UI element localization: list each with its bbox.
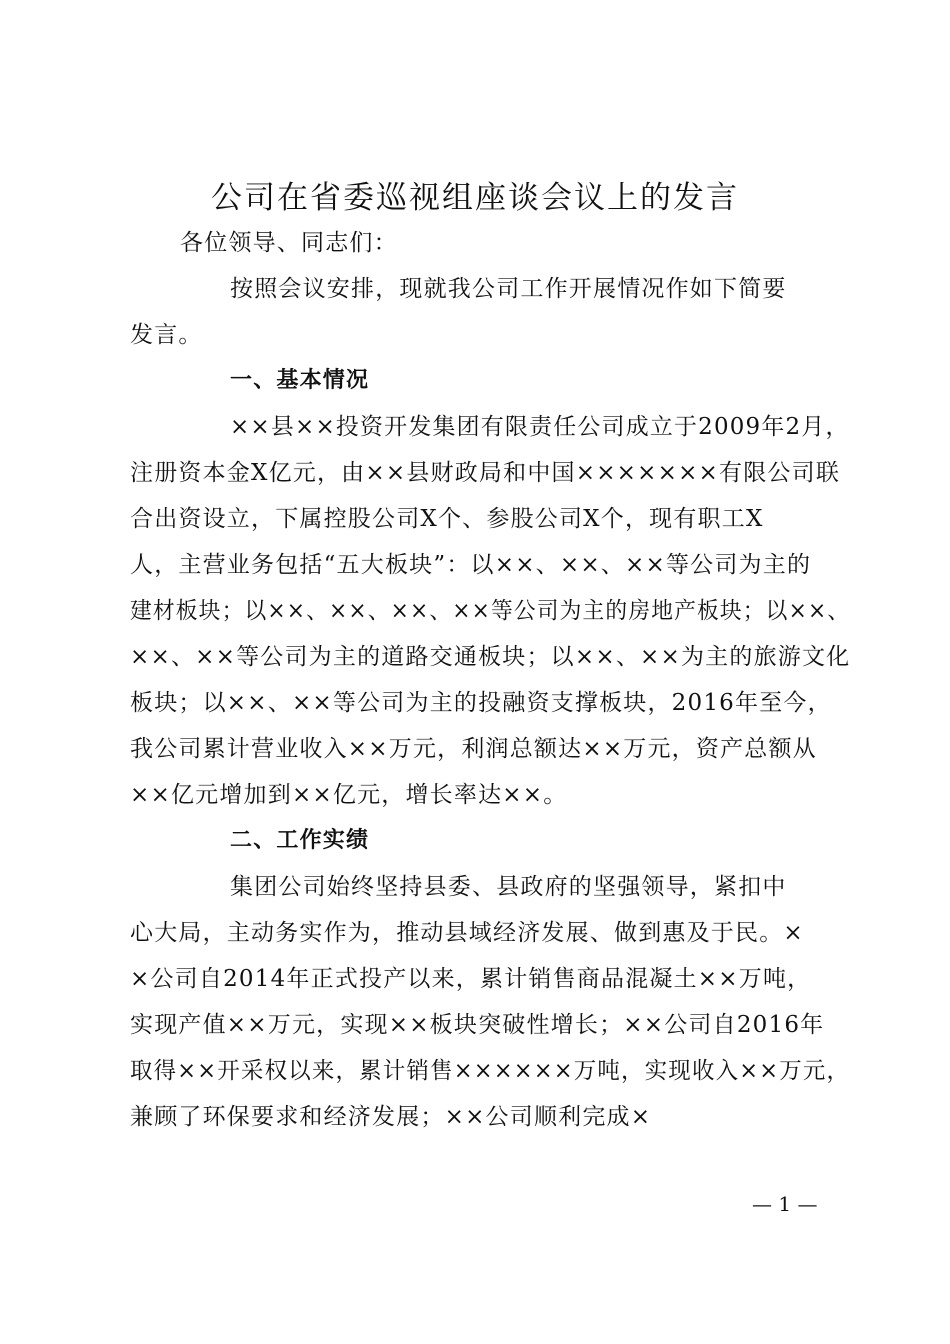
section1-line: ××亿元增加到××亿元，增长率达××。 bbox=[130, 782, 568, 808]
section1-line: 注册资本金X亿元，由××县财政局和中国×××××××有限公司联 bbox=[130, 460, 841, 486]
salutation: 各位领导、同志们： bbox=[180, 230, 398, 256]
section2-line: 集团公司始终坚持县委、县政府的坚强领导，紧扣中 bbox=[230, 874, 787, 900]
section1-line: 我公司累计营业收入××万元，利润总额达××万元，资产总额从 bbox=[130, 736, 817, 762]
section2-line: 心大局，主动务实作为，推动县域经济发展、做到惠及于民。× bbox=[130, 920, 804, 946]
section2-heading: 二、工作实绩 bbox=[230, 828, 370, 853]
intro-line-1: 按照会议安排，现就我公司工作开展情况作如下简要 bbox=[230, 276, 787, 302]
section1-line: 建材板块；以××、××、××、××等公司为主的房地产板块；以××、 bbox=[130, 598, 851, 624]
section1-line: ××、××等公司为主的道路交通板块；以××、××为主的旅游文化 bbox=[130, 644, 851, 670]
section2-line: ×公司自2014年正式投产以来，累计销售商品混凝土××万吨， bbox=[130, 966, 812, 992]
section2-line: 兼顾了环保要求和经济发展；××公司顺利完成× bbox=[130, 1104, 652, 1130]
document-title: 公司在省委巡视组座谈会议上的发言 bbox=[211, 180, 739, 216]
section1-line: ××县××投资开发集团有限责任公司成立于2009年2月， bbox=[230, 414, 850, 440]
section1-line: 人，主营业务包括“五大板块”：以××、××、××等公司为主的 bbox=[130, 552, 812, 578]
section1-line: 板块；以××、××等公司为主的投融资支撑板块，2016年至今， bbox=[130, 690, 832, 716]
section2-line: 实现产值××万元，实现××板块突破性增长；××公司自2016年 bbox=[130, 1012, 825, 1038]
section2-line: 取得××开采权以来，累计销售××××××万吨，实现收入××万元， bbox=[130, 1058, 851, 1084]
intro-line-2: 发言。 bbox=[130, 322, 203, 348]
section1-line: 合出资设立，下属控股公司X个、参股公司X个，现有职工X bbox=[130, 506, 764, 532]
page-number: — 1 — bbox=[752, 1192, 818, 1216]
section1-heading: 一、基本情况 bbox=[230, 368, 370, 393]
